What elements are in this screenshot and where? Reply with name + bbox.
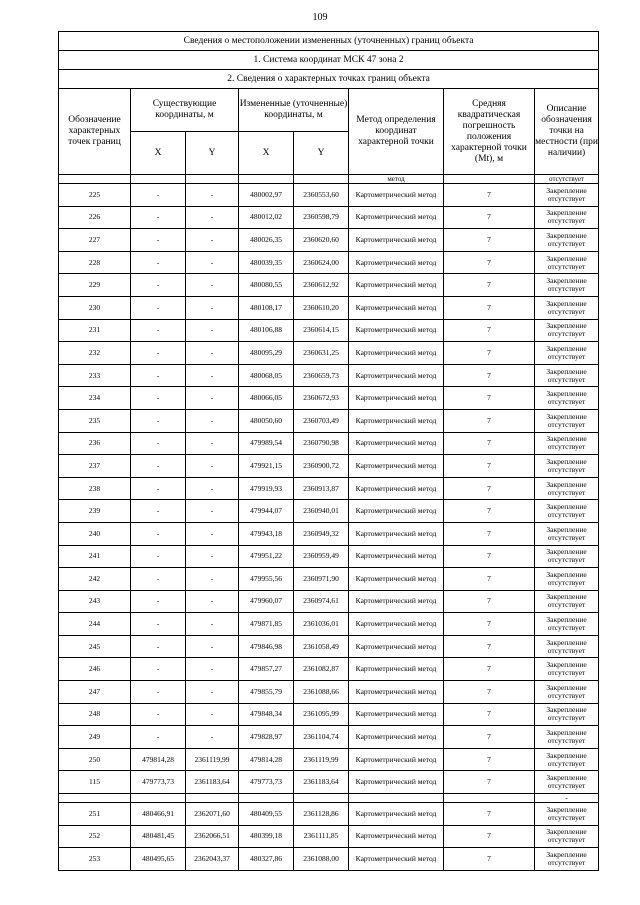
accuracy-cell: 7 xyxy=(444,545,535,568)
changed-y-cell: 2360974,61 xyxy=(294,590,349,613)
accuracy-cell: 7 xyxy=(444,229,535,252)
description-cell: Закрепление отсутствует xyxy=(535,825,599,848)
changed-x-cell: 480080,55 xyxy=(239,274,294,297)
point-number-cell: 251 xyxy=(59,803,131,826)
changed-x-cell: 479871,85 xyxy=(239,613,294,636)
description-cell: Закрепление отсутствует xyxy=(535,500,599,523)
separator-cell xyxy=(131,794,186,803)
existing-y-cell: - xyxy=(186,274,239,297)
description-cell: Закрепление отсутствует xyxy=(535,568,599,591)
method-cell: Картометрический метод xyxy=(349,432,444,455)
table-row xyxy=(59,726,599,749)
point-number-cell: 245 xyxy=(59,635,131,658)
changed-y-cell: 2361095,99 xyxy=(294,703,349,726)
changed-y-cell: 2360672,93 xyxy=(294,387,349,410)
method-cell: Картометрический метод xyxy=(349,771,444,794)
accuracy-cell: 7 xyxy=(444,184,535,207)
method-cell: Картометрический метод xyxy=(349,568,444,591)
point-number-cell: 115 xyxy=(59,771,131,794)
description-cell: Закрепление отсутствует xyxy=(535,364,599,387)
col-accuracy-header: Средняя квадратическая погрешность положения характерной точки (Mt), м xyxy=(444,89,535,175)
changed-x-cell: 479855,79 xyxy=(239,681,294,704)
method-cell: Картометрический метод xyxy=(349,848,444,871)
accuracy-cell: 7 xyxy=(444,274,535,297)
method-cell: Картометрический метод xyxy=(349,342,444,365)
description-cell: Закрепление отсутствует xyxy=(535,432,599,455)
existing-x-cell: - xyxy=(131,455,186,478)
col-point-header: Обозначение характерных точек границ xyxy=(59,89,131,175)
description-cell: Закрепление отсутствует xyxy=(535,681,599,704)
continuation-method: метод xyxy=(349,175,444,184)
existing-x-cell: - xyxy=(131,229,186,252)
point-number-cell: 233 xyxy=(59,364,131,387)
accuracy-cell: 7 xyxy=(444,522,535,545)
existing-x-cell: 480466,91 xyxy=(131,803,186,826)
changed-x-cell: 479828,97 xyxy=(239,726,294,749)
existing-x-cell: - xyxy=(131,545,186,568)
changed-x-cell: 480409,55 xyxy=(239,803,294,826)
method-cell: Картометрический метод xyxy=(349,184,444,207)
description-cell: Закрепление отсутствует xyxy=(535,703,599,726)
changed-y-cell: 2360624,00 xyxy=(294,251,349,274)
existing-y-cell: - xyxy=(186,455,239,478)
accuracy-cell: 7 xyxy=(444,296,535,319)
table-row xyxy=(59,825,599,848)
changed-y-cell: 2360620,60 xyxy=(294,229,349,252)
existing-y-cell: 2361119,99 xyxy=(186,748,239,771)
description-cell: Закрепление отсутствует xyxy=(535,184,599,207)
existing-x-cell: - xyxy=(131,364,186,387)
description-cell: Закрепление отсутствует xyxy=(535,658,599,681)
existing-x-cell: - xyxy=(131,522,186,545)
description-cell: Закрепление отсутствует xyxy=(535,545,599,568)
method-cell: Картометрический метод xyxy=(349,613,444,636)
description-cell: Закрепление отсутствует xyxy=(535,342,599,365)
separator-cell xyxy=(239,794,294,803)
accuracy-cell: 7 xyxy=(444,364,535,387)
changed-x-cell: 480002,97 xyxy=(239,184,294,207)
separator-cell xyxy=(349,794,444,803)
changed-y-cell: 2361058,49 xyxy=(294,635,349,658)
existing-x-cell: 480495,65 xyxy=(131,848,186,871)
table-row xyxy=(59,364,599,387)
point-number-cell: 237 xyxy=(59,455,131,478)
table-row xyxy=(59,319,599,342)
changed-y-cell: 2361036,01 xyxy=(294,613,349,636)
changed-x-cell: 479857,27 xyxy=(239,658,294,681)
changed-x-cell: 479944,07 xyxy=(239,500,294,523)
point-number-cell: 241 xyxy=(59,545,131,568)
existing-x-cell: - xyxy=(131,568,186,591)
description-cell: Закрепление отсутствует xyxy=(535,274,599,297)
description-cell: Закрепление отсутствует xyxy=(535,409,599,432)
changed-y-cell: 2361104,74 xyxy=(294,726,349,749)
existing-x-cell: - xyxy=(131,590,186,613)
accuracy-cell: 7 xyxy=(444,342,535,365)
changed-x-cell: 480106,88 xyxy=(239,319,294,342)
existing-y-cell: 2361183,64 xyxy=(186,771,239,794)
accuracy-cell: 7 xyxy=(444,703,535,726)
existing-y-cell: - xyxy=(186,184,239,207)
method-cell: Картометрический метод xyxy=(349,409,444,432)
existing-y-cell: - xyxy=(186,522,239,545)
changed-y-cell: 2360610,20 xyxy=(294,296,349,319)
table-title: Сведения о местоположении измененных (уточненных) границ объекта xyxy=(59,32,599,51)
existing-y-cell: - xyxy=(186,251,239,274)
method-cell: Картометрический метод xyxy=(349,206,444,229)
accuracy-cell: 7 xyxy=(444,590,535,613)
point-number-cell: 229 xyxy=(59,274,131,297)
point-number-cell: 239 xyxy=(59,500,131,523)
table-row xyxy=(59,568,599,591)
existing-x-cell: - xyxy=(131,477,186,500)
point-number-cell: 247 xyxy=(59,681,131,704)
point-number-cell: 252 xyxy=(59,825,131,848)
separator-cell xyxy=(444,794,535,803)
method-cell: Картометрический метод xyxy=(349,681,444,704)
accuracy-cell: 7 xyxy=(444,319,535,342)
point-number-cell: 253 xyxy=(59,848,131,871)
table-row xyxy=(59,658,599,681)
existing-x-cell: - xyxy=(131,658,186,681)
accuracy-cell: 7 xyxy=(444,771,535,794)
changed-y-cell: 2361111,85 xyxy=(294,825,349,848)
existing-x-cell: - xyxy=(131,274,186,297)
changed-y-cell: 2360553,60 xyxy=(294,184,349,207)
table-row xyxy=(59,848,599,871)
accuracy-cell: 7 xyxy=(444,748,535,771)
changed-x-cell: 479951,22 xyxy=(239,545,294,568)
existing-y-cell: - xyxy=(186,568,239,591)
point-number-cell: 242 xyxy=(59,568,131,591)
changed-x-cell: 479921,15 xyxy=(239,455,294,478)
existing-x-cell: - xyxy=(131,432,186,455)
accuracy-cell: 7 xyxy=(444,500,535,523)
changed-x-cell: 480095,29 xyxy=(239,342,294,365)
description-cell: Закрепление отсутствует xyxy=(535,522,599,545)
changed-y-cell: 2361128,86 xyxy=(294,803,349,826)
changed-y-cell: 2360971,90 xyxy=(294,568,349,591)
changed-x-cell: 480026,35 xyxy=(239,229,294,252)
changed-x-cell: 479846,98 xyxy=(239,635,294,658)
accuracy-cell: 7 xyxy=(444,825,535,848)
changed-y-cell: 2361082,87 xyxy=(294,658,349,681)
table-row xyxy=(59,613,599,636)
existing-y-cell: - xyxy=(186,681,239,704)
existing-x-cell: - xyxy=(131,342,186,365)
description-cell: Закрепление отсутствует xyxy=(535,635,599,658)
accuracy-cell: 7 xyxy=(444,613,535,636)
existing-x-cell: - xyxy=(131,184,186,207)
col-changed-y-header: Y xyxy=(294,132,349,175)
changed-x-cell: 480327,86 xyxy=(239,848,294,871)
accuracy-cell: 7 xyxy=(444,432,535,455)
point-number-cell: 250 xyxy=(59,748,131,771)
method-cell: Картометрический метод xyxy=(349,296,444,319)
point-number-cell: 228 xyxy=(59,251,131,274)
changed-y-cell: 2360703,49 xyxy=(294,409,349,432)
table-row xyxy=(59,409,599,432)
table-row xyxy=(59,522,599,545)
point-number-cell: 243 xyxy=(59,590,131,613)
description-cell: Закрепление отсутствует xyxy=(535,590,599,613)
method-cell: Картометрический метод xyxy=(349,274,444,297)
method-cell: Картометрический метод xyxy=(349,658,444,681)
existing-y-cell: 2362043,37 xyxy=(186,848,239,871)
table-row xyxy=(59,432,599,455)
existing-y-cell: - xyxy=(186,658,239,681)
table-row xyxy=(59,206,599,229)
accuracy-cell: 7 xyxy=(444,658,535,681)
accuracy-cell: 7 xyxy=(444,726,535,749)
table-row xyxy=(59,771,599,794)
table-row xyxy=(59,387,599,410)
table-row xyxy=(59,251,599,274)
changed-y-cell: 2360949,32 xyxy=(294,522,349,545)
method-cell: Картометрический метод xyxy=(349,726,444,749)
existing-y-cell: - xyxy=(186,500,239,523)
changed-y-cell: 2360614,15 xyxy=(294,319,349,342)
method-cell: Картометрический метод xyxy=(349,635,444,658)
accuracy-cell: 7 xyxy=(444,409,535,432)
changed-y-cell: 2360913,87 xyxy=(294,477,349,500)
point-number-cell: 244 xyxy=(59,613,131,636)
changed-x-cell: 480068,05 xyxy=(239,364,294,387)
existing-y-cell: - xyxy=(186,296,239,319)
changed-y-cell: 2361088,00 xyxy=(294,848,349,871)
table-row xyxy=(59,590,599,613)
accuracy-cell: 7 xyxy=(444,848,535,871)
point-number-cell: 234 xyxy=(59,387,131,410)
changed-y-cell: 2360900,72 xyxy=(294,455,349,478)
col-changed-x-header: X xyxy=(239,132,294,175)
col-existing-header: Существующие координаты, м xyxy=(131,89,239,132)
table-row xyxy=(59,748,599,771)
method-cell: Картометрический метод xyxy=(349,500,444,523)
method-cell: Картометрический метод xyxy=(349,522,444,545)
existing-x-cell: - xyxy=(131,703,186,726)
changed-x-cell: 479919,93 xyxy=(239,477,294,500)
description-cell: Закрепление отсутствует xyxy=(535,848,599,871)
existing-y-cell: - xyxy=(186,726,239,749)
point-number-cell: 232 xyxy=(59,342,131,365)
existing-y-cell: - xyxy=(186,477,239,500)
accuracy-cell: 7 xyxy=(444,681,535,704)
existing-x-cell: 479773,73 xyxy=(131,771,186,794)
existing-y-cell: - xyxy=(186,319,239,342)
changed-x-cell: 480108,17 xyxy=(239,296,294,319)
existing-x-cell: - xyxy=(131,500,186,523)
description-cell: Закрепление отсутствует xyxy=(535,296,599,319)
point-number-cell: 249 xyxy=(59,726,131,749)
changed-x-cell: 479773,73 xyxy=(239,771,294,794)
method-cell: Картометрический метод xyxy=(349,387,444,410)
existing-x-cell: - xyxy=(131,206,186,229)
col-existing-x-header: X xyxy=(131,132,186,175)
existing-y-cell: - xyxy=(186,635,239,658)
method-cell: Картометрический метод xyxy=(349,477,444,500)
existing-x-cell: - xyxy=(131,319,186,342)
continuation-description: отсутствует xyxy=(535,175,599,184)
existing-x-cell: 480481,45 xyxy=(131,825,186,848)
changed-y-cell: 2360659,73 xyxy=(294,364,349,387)
accuracy-cell: 7 xyxy=(444,635,535,658)
page-number: 109 xyxy=(312,12,328,23)
changed-y-cell: 2361183,64 xyxy=(294,771,349,794)
changed-y-cell: 2360612,92 xyxy=(294,274,349,297)
point-number-cell: 225 xyxy=(59,184,131,207)
existing-y-cell: - xyxy=(186,703,239,726)
table-row xyxy=(59,500,599,523)
description-cell: Закрепление отсутствует xyxy=(535,726,599,749)
accuracy-cell: 7 xyxy=(444,803,535,826)
col-existing-y-header: Y xyxy=(186,132,239,175)
method-cell: Картометрический метод xyxy=(349,590,444,613)
col-changed-header: Измененные (уточненные) координаты, м xyxy=(239,89,349,132)
existing-x-cell: - xyxy=(131,613,186,636)
existing-x-cell: - xyxy=(131,681,186,704)
point-number-cell: 240 xyxy=(59,522,131,545)
col-description-header: Описание обозначения точки на местности (при наличии) xyxy=(535,89,599,175)
description-cell: Закрепление отсутствует xyxy=(535,319,599,342)
method-cell: Картометрический метод xyxy=(349,455,444,478)
table-row xyxy=(59,703,599,726)
table-row xyxy=(59,477,599,500)
method-cell: Картометрический метод xyxy=(349,803,444,826)
description-cell: Закрепление отсутствует xyxy=(535,748,599,771)
changed-y-cell: 2360598,79 xyxy=(294,206,349,229)
changed-y-cell: 2360631,25 xyxy=(294,342,349,365)
changed-x-cell: 479943,18 xyxy=(239,522,294,545)
changed-x-cell: 480066,05 xyxy=(239,387,294,410)
separator-cell xyxy=(186,794,239,803)
existing-y-cell: - xyxy=(186,206,239,229)
point-number-cell: 230 xyxy=(59,296,131,319)
continuation-row xyxy=(59,175,599,184)
accuracy-cell: 7 xyxy=(444,206,535,229)
method-cell: Картометрический метод xyxy=(349,825,444,848)
description-cell: Закрепление отсутствует xyxy=(535,771,599,794)
changed-y-cell: 2360940,01 xyxy=(294,500,349,523)
table-row xyxy=(59,229,599,252)
table-row xyxy=(59,342,599,365)
table-row xyxy=(59,455,599,478)
method-cell: Картометрический метод xyxy=(349,703,444,726)
method-cell: Картометрический метод xyxy=(349,251,444,274)
method-cell: Картометрический метод xyxy=(349,748,444,771)
existing-x-cell: - xyxy=(131,251,186,274)
changed-y-cell: 2361088,66 xyxy=(294,681,349,704)
changed-y-cell: 2360790,98 xyxy=(294,432,349,455)
changed-x-cell: 479955,56 xyxy=(239,568,294,591)
changed-x-cell: 479848,34 xyxy=(239,703,294,726)
changed-y-cell: 2360959,49 xyxy=(294,545,349,568)
existing-y-cell: - xyxy=(186,387,239,410)
existing-y-cell: - xyxy=(186,364,239,387)
separator-row xyxy=(59,794,599,803)
table-row xyxy=(59,184,599,207)
existing-y-cell: - xyxy=(186,409,239,432)
accuracy-cell: 7 xyxy=(444,387,535,410)
method-cell: Картометрический метод xyxy=(349,545,444,568)
existing-y-cell: 2362071,60 xyxy=(186,803,239,826)
existing-x-cell: - xyxy=(131,726,186,749)
point-number-cell: 236 xyxy=(59,432,131,455)
table-row xyxy=(59,803,599,826)
existing-x-cell: - xyxy=(131,387,186,410)
point-number-cell: 248 xyxy=(59,703,131,726)
accuracy-cell: 7 xyxy=(444,251,535,274)
changed-y-cell: 2361119,99 xyxy=(294,748,349,771)
description-cell: Закрепление отсутствует xyxy=(535,229,599,252)
changed-x-cell: 480050,60 xyxy=(239,409,294,432)
changed-x-cell: 480012,02 xyxy=(239,206,294,229)
separator-description: - xyxy=(535,794,599,803)
point-number-cell: 235 xyxy=(59,409,131,432)
section-title: 2. Сведения о характерных точках границ объекта xyxy=(59,70,599,89)
col-method-header: Метод определения координат характерной точки xyxy=(349,89,444,175)
table-row xyxy=(59,545,599,568)
changed-x-cell: 479814,28 xyxy=(239,748,294,771)
description-cell: Закрепление отсутствует xyxy=(535,613,599,636)
point-number-cell: 231 xyxy=(59,319,131,342)
existing-x-cell: - xyxy=(131,296,186,319)
existing-y-cell: - xyxy=(186,613,239,636)
method-cell: Картометрический метод xyxy=(349,364,444,387)
existing-x-cell: 479814,28 xyxy=(131,748,186,771)
method-cell: Картометрический метод xyxy=(349,319,444,342)
existing-x-cell: - xyxy=(131,635,186,658)
description-cell: Закрепление отсутствует xyxy=(535,477,599,500)
table-row xyxy=(59,681,599,704)
existing-y-cell: - xyxy=(186,590,239,613)
description-cell: Закрепление отсутствует xyxy=(535,455,599,478)
description-cell: Закрепление отсутствует xyxy=(535,803,599,826)
point-number-cell: 227 xyxy=(59,229,131,252)
table-row xyxy=(59,274,599,297)
method-cell: Картометрический метод xyxy=(349,229,444,252)
existing-x-cell: - xyxy=(131,409,186,432)
existing-y-cell: - xyxy=(186,342,239,365)
existing-y-cell: - xyxy=(186,229,239,252)
existing-y-cell: - xyxy=(186,545,239,568)
changed-x-cell: 480399,18 xyxy=(239,825,294,848)
separator-cell xyxy=(59,794,131,803)
description-cell: Закрепление отсутствует xyxy=(535,251,599,274)
separator-cell xyxy=(294,794,349,803)
coordinate-system: 1. Система координат МСК 47 зона 2 xyxy=(59,51,599,70)
point-number-cell: 238 xyxy=(59,477,131,500)
boundary-points-table xyxy=(58,31,599,871)
existing-y-cell: 2362066,51 xyxy=(186,825,239,848)
accuracy-cell: 7 xyxy=(444,455,535,478)
existing-y-cell: - xyxy=(186,432,239,455)
point-number-cell: 226 xyxy=(59,206,131,229)
accuracy-cell: 7 xyxy=(444,477,535,500)
changed-x-cell: 479989,54 xyxy=(239,432,294,455)
changed-x-cell: 479960,07 xyxy=(239,590,294,613)
accuracy-cell: 7 xyxy=(444,568,535,591)
description-cell: Закрепление отсутствует xyxy=(535,206,599,229)
point-number-cell: 246 xyxy=(59,658,131,681)
table-row xyxy=(59,635,599,658)
description-cell: Закрепление отсутствует xyxy=(535,387,599,410)
changed-x-cell: 480039,35 xyxy=(239,251,294,274)
table-row xyxy=(59,296,599,319)
